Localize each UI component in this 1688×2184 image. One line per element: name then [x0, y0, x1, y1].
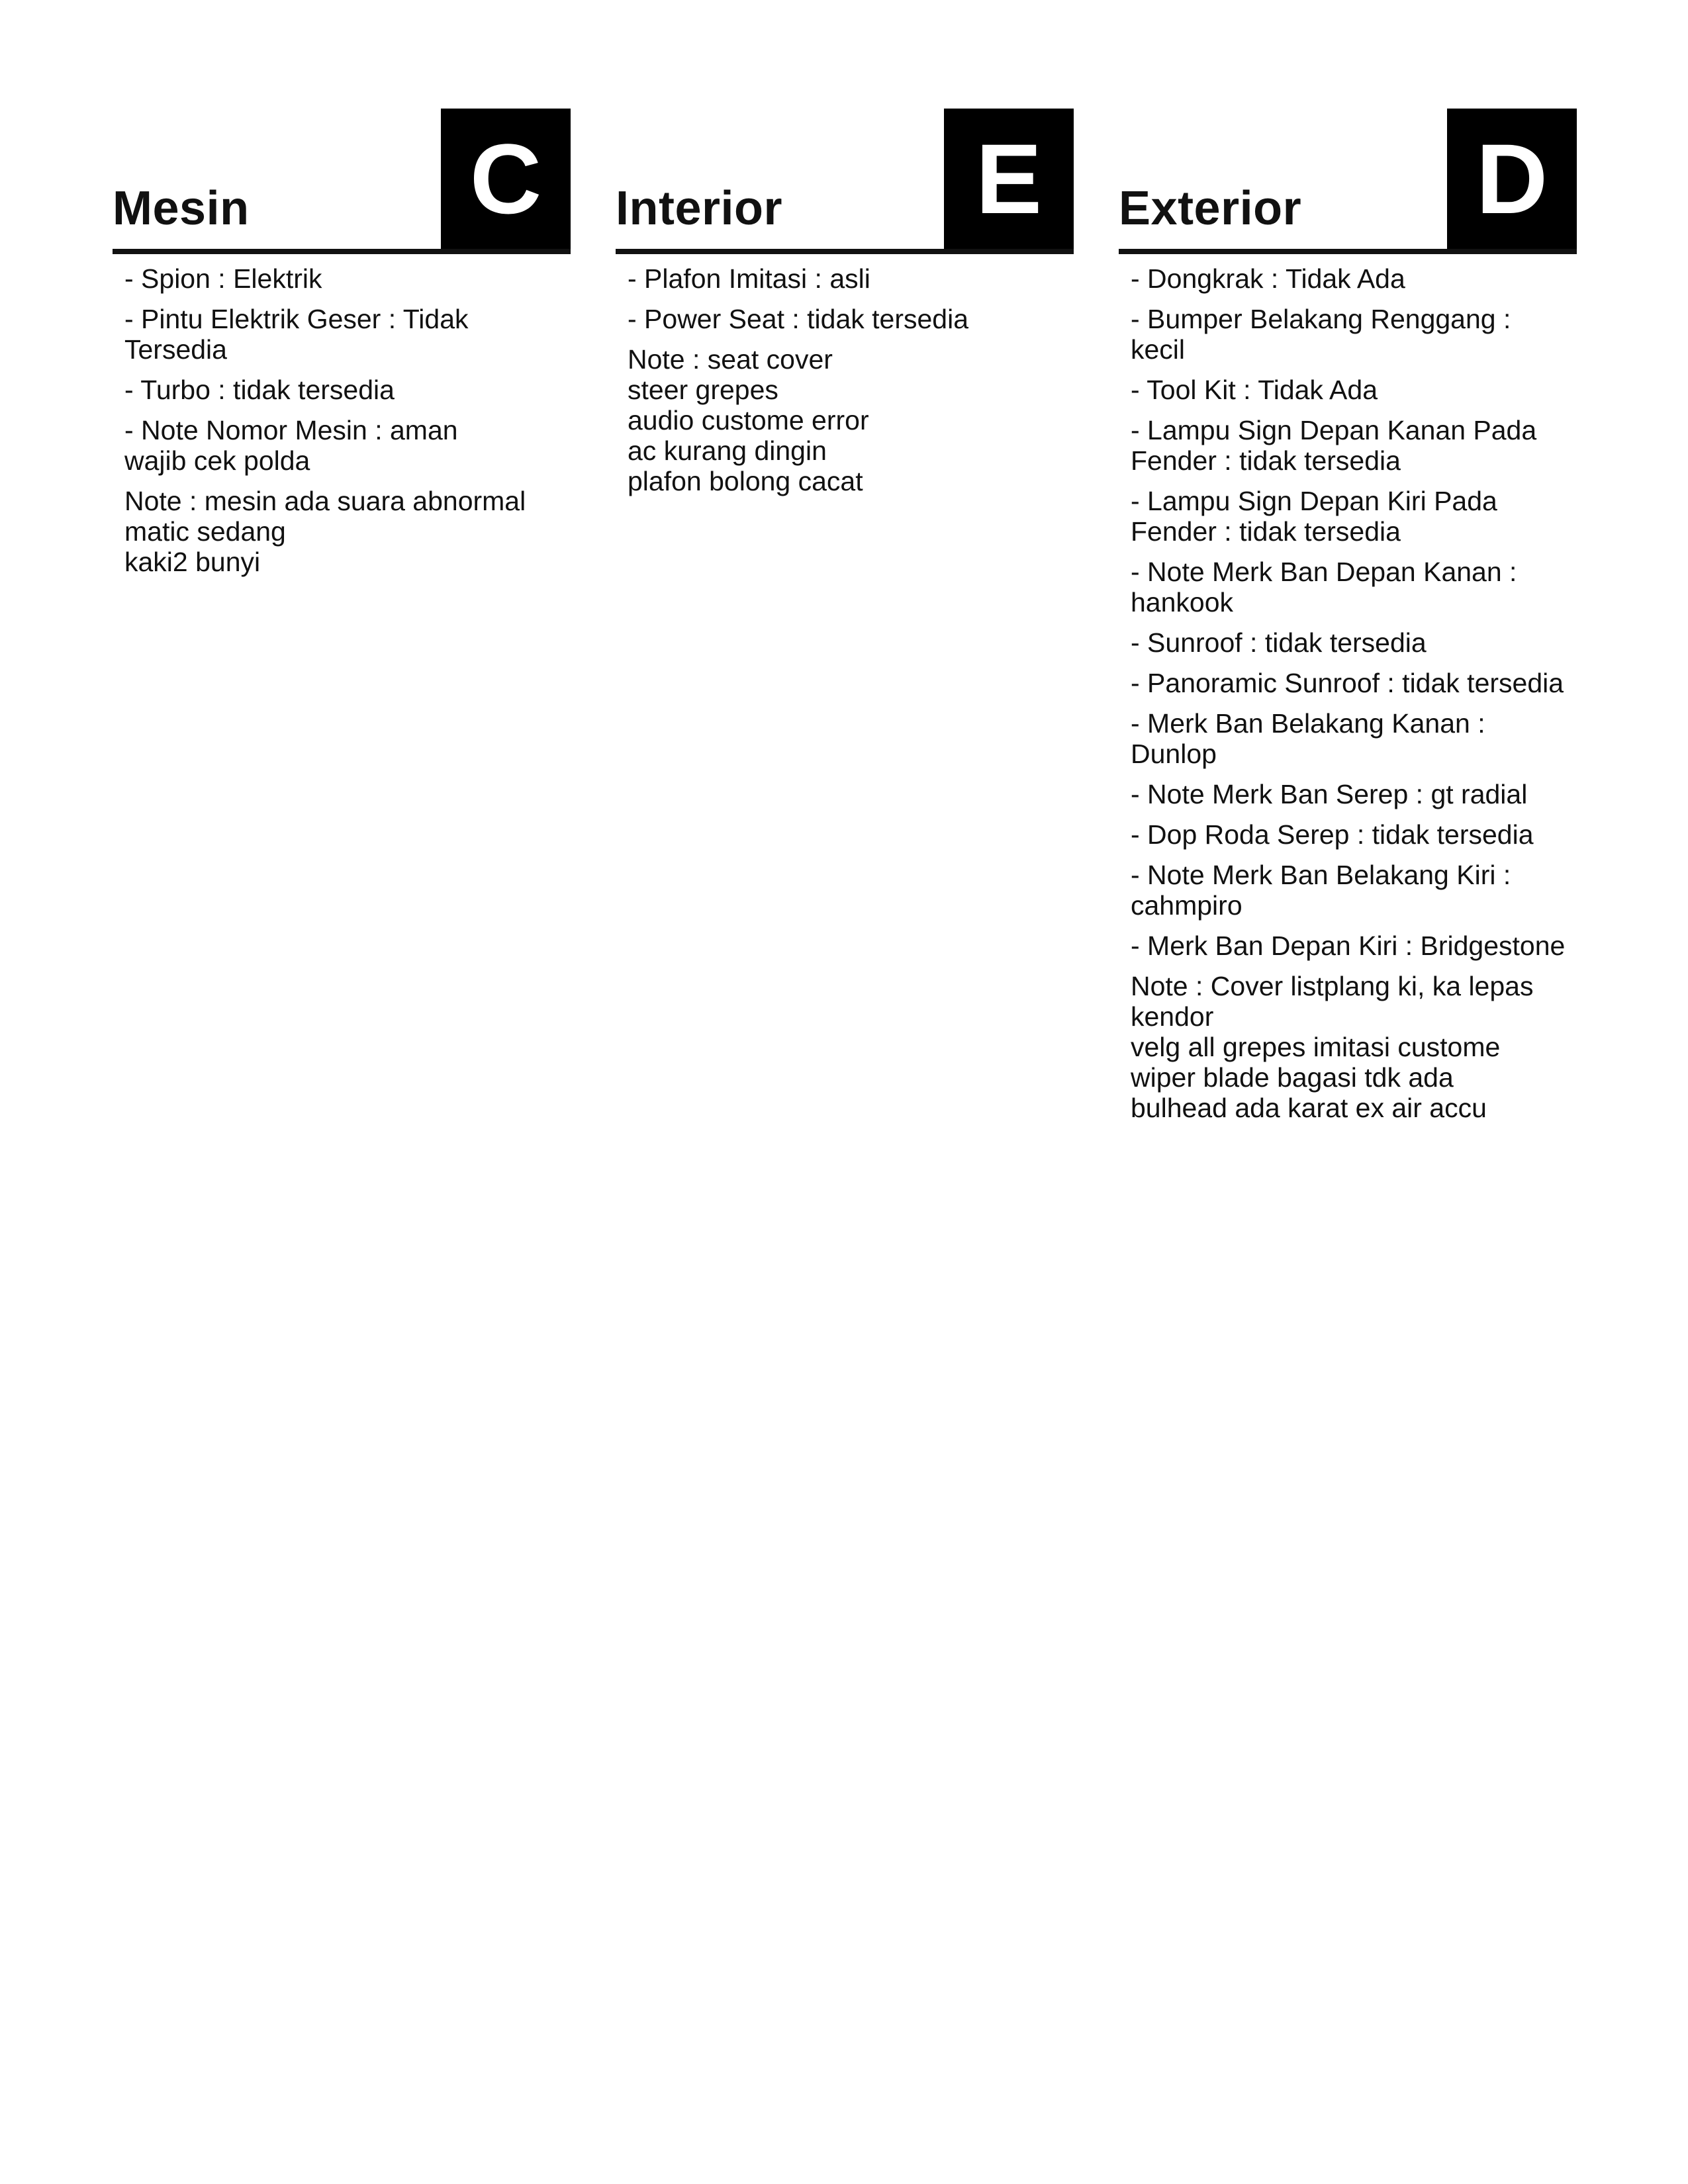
list-item: - Tool Kit : Tidak Ada: [1131, 375, 1378, 405]
section-title: Exterior: [1119, 182, 1302, 235]
section-note: Note : Cover listplang ki, ka lepas kendor velg all grepes imitasi custome wiper blade bagasi tdk ada bulhead ada karat ex air accu: [1131, 971, 1534, 1123]
section-title: Interior: [616, 182, 783, 235]
list-item: - Plafon Imitasi : asli: [628, 263, 870, 294]
section-exterior: [1119, 109, 1577, 1133]
section-note: Note : mesin ada suara abnormal matic sedang kaki2 bunyi: [124, 486, 526, 577]
list-item: - Turbo : tidak tersedia: [124, 375, 395, 405]
list-item: - Dop Roda Serep : tidak tersedia: [1131, 819, 1534, 850]
section-header: [1119, 109, 1577, 254]
item-list: [1119, 254, 1577, 1123]
list-item: - Merk Ban Depan Kiri : Bridgestone: [1131, 931, 1566, 961]
item-list: [616, 254, 1074, 496]
list-item: - Sunroof : tidak tersedia: [1131, 627, 1427, 658]
list-item: - Spion : Elektrik: [124, 263, 322, 294]
list-item: - Note Merk Ban Belakang Kiri : cahmpiro: [1131, 860, 1519, 921]
section-interior: [616, 109, 1074, 506]
section-title: Mesin: [113, 182, 250, 235]
list-item: - Merk Ban Belakang Kanan : Dunlop: [1131, 708, 1493, 769]
list-item: - Power Seat : tidak tersedia: [628, 304, 969, 334]
list-item: - Note Nomor Mesin : aman wajib cek polda: [124, 415, 458, 476]
list-item: - Note Merk Ban Depan Kanan : hankook: [1131, 557, 1524, 617]
section-note: Note : seat cover steer grepes audio custome error ac kurang dingin plafon bolong cacat: [628, 344, 869, 496]
section-mesin: [113, 109, 571, 587]
list-item: - Bumper Belakang Renggang : kecil: [1131, 304, 1519, 365]
list-item: - Dongkrak : Tidak Ada: [1131, 263, 1405, 294]
item-list: [113, 254, 571, 577]
list-item: - Lampu Sign Depan Kiri Pada Fender : tidak tersedia: [1131, 486, 1505, 547]
grade-badge: D: [1447, 109, 1577, 249]
list-item: - Panoramic Sunroof : tidak tersedia: [1131, 668, 1564, 698]
list-item: - Note Merk Ban Serep : gt radial: [1131, 779, 1528, 809]
grade-badge: C: [441, 109, 571, 249]
section-header: [113, 109, 571, 254]
list-item: - Lampu Sign Depan Kanan Pada Fender : tidak tersedia: [1131, 415, 1544, 476]
list-item: - Pintu Elektrik Geser : Tidak Tersedia: [124, 304, 476, 365]
grade-badge: E: [944, 109, 1074, 249]
section-header: [616, 109, 1074, 254]
